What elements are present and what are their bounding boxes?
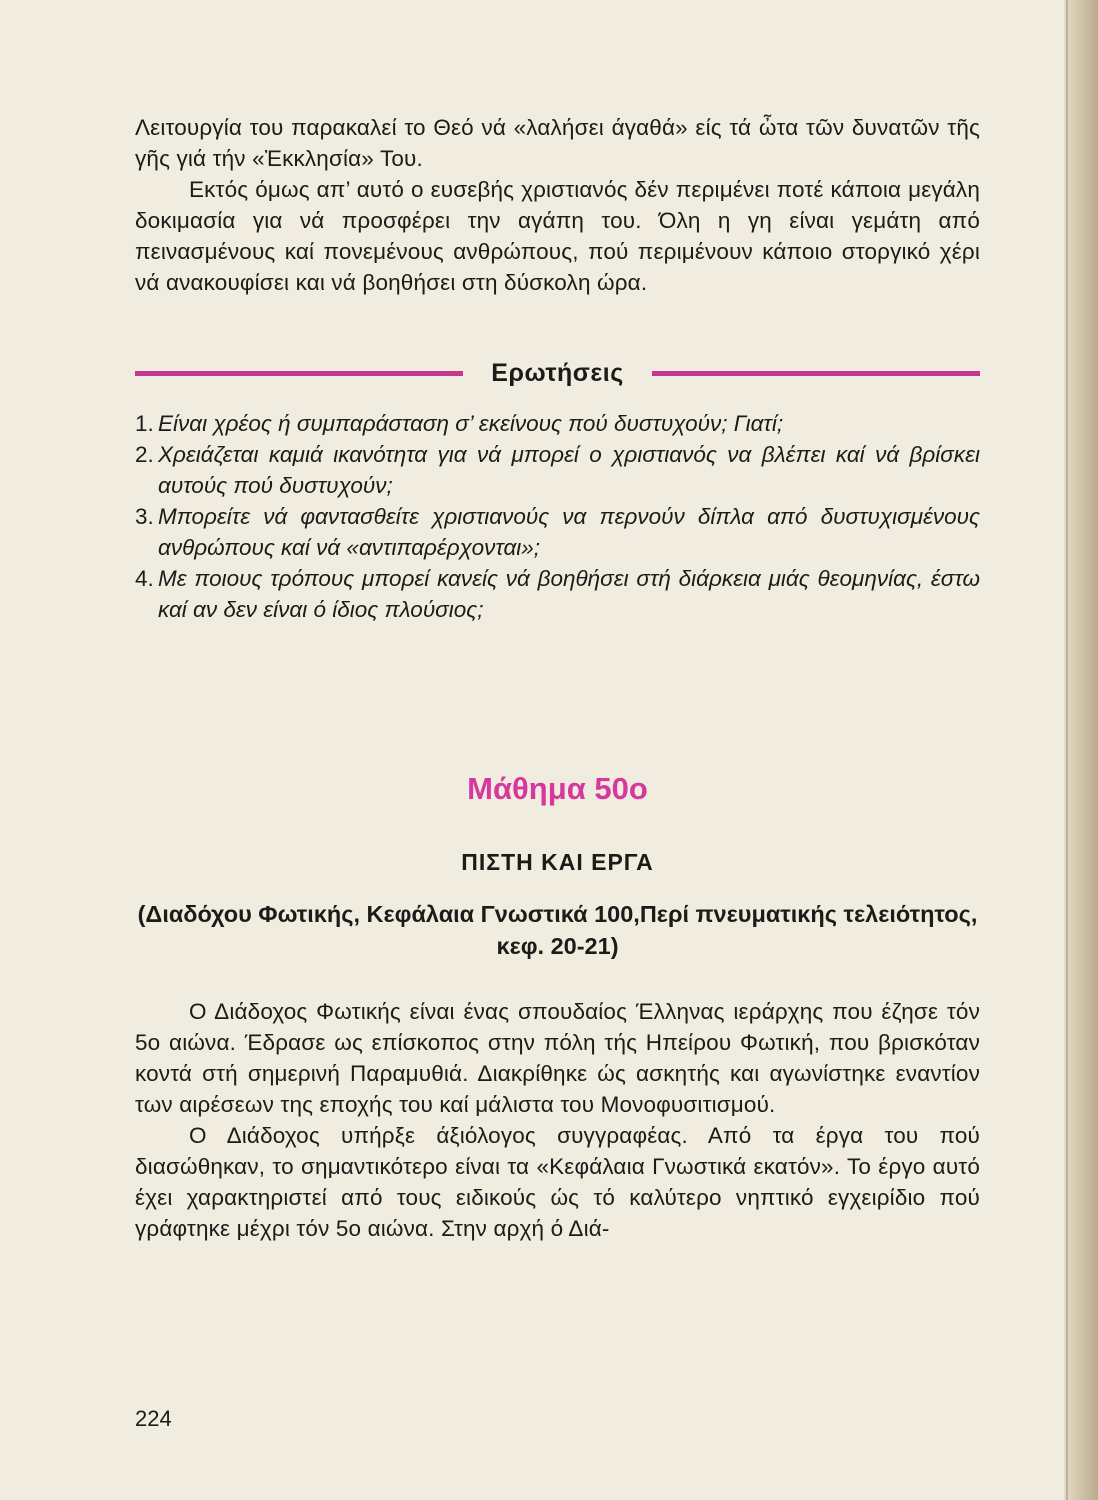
- questions-list: [135, 408, 980, 625]
- question-text: Με ποιους τρόπους μπορεί κανείς νά βοηθήσει στή διάρκεια μιάς θεομηνίας, έστω καί αν δεν είναι ό ίδιος πλούσιος;: [158, 566, 980, 622]
- page-number: 224: [135, 1406, 172, 1431]
- question-number: 1.: [135, 411, 154, 436]
- question-item: [135, 501, 980, 563]
- intro-paragraph-2: Εκτός όμως απ’ αυτό ο ευσεβής χριστιανός δέν περιμένει ποτέ κάποια μεγάλη δοκιμασία για νά προσφέρει την αγάπη του. Όλη η γη είναι γεμάτη από πεινασμένους καί πονεμένους ανθρώπους, πού περιμένουν κάποιο στοργικό χέρι νά ανακουφίσει και νά βοηθήσει στη δύσκολη ώρα.: [135, 177, 980, 295]
- page-gutter-line: [1066, 0, 1068, 1500]
- question-text: Χρειάζεται καμιά ικανότητα για νά μπορεί ο χριστιανός να βλέπει καί νά βρίσκει αυτούς πού δυστυχούν;: [158, 442, 980, 498]
- lesson-paragraph-2: Ο Διάδοχος υπήρξε άξιόλογος συγγραφέας. Από τα έργα του πού διασώθηκαν, το σημαντικότερο είναι τα «Κεφάλαια Γνωστικά εκατόν». Το έργο αυτό έχει χαρακτηριστεί από τους ειδικούς ώς τό καλύτερο νηπτικό εγχειρίδιο πού γράφτηκε μέχρι τόν 5ο αιώνα. Στην αρχή ό Διά-: [135, 1123, 980, 1241]
- question-text: Είναι χρέος ή συμπαράσταση σ’ εκείνους πού δυστυχούν; Γιατί;: [158, 411, 784, 436]
- question-item: [135, 563, 980, 625]
- page-edge-shadow: [1064, 0, 1098, 1500]
- questions-rule-right: [652, 371, 980, 376]
- questions-header: [135, 358, 980, 388]
- questions-title: Ερωτήσεις: [491, 359, 624, 387]
- question-item: [135, 439, 980, 501]
- lesson-source-citation: (Διαδόχου Φωτικής, Κεφάλαια Γνωστικά 100,Περί πνευματικής τελειότητος, κεφ. 20-21): [137, 901, 978, 959]
- lesson-paragraph-1: Ο Διάδοχος Φωτικής είναι ένας σπουδαίος Έλληνας ιεράρχης που έζησε τόν 5ο αιώνα. Έδρασε ως επίσκοπος στην πόλη τής Ηπείρου Φωτική, που βρισκόταν κοντά στή σημερινή Παραμυθιά. Διακρίθηκε ώς ασκητής και αγωνίστηκε εναντίον των αιρέσεων της εποχής του καί μάλιστα του Μονοφυσιτισμού.: [135, 999, 980, 1117]
- question-item: [135, 408, 980, 439]
- question-number: 2.: [135, 442, 154, 467]
- page-content: [135, 112, 980, 1244]
- question-number: 4.: [135, 566, 154, 591]
- intro-paragraph-1: Λειτουργία του παρακαλεί το Θεό νά «λαλήσει άγαθά» είς τά ὦτα τῶν δυνατῶν τῆς γῆς γιά τήν «Ἐκκλησία» Του.: [135, 115, 980, 171]
- question-number: 3.: [135, 504, 154, 529]
- question-text: Μπορείτε νά φαντασθείτε χριστιανούς να περνούν δίπλα από δυστυχισμένους ανθρώπους καί νά «αντιπαρέρχονται»;: [158, 504, 980, 560]
- lesson-number-title: Μάθημα 50ο: [467, 771, 648, 806]
- lesson-heading: ΠΙΣΤΗ ΚΑΙ ΕΡΓΑ: [461, 849, 654, 875]
- questions-rule-left: [135, 371, 463, 376]
